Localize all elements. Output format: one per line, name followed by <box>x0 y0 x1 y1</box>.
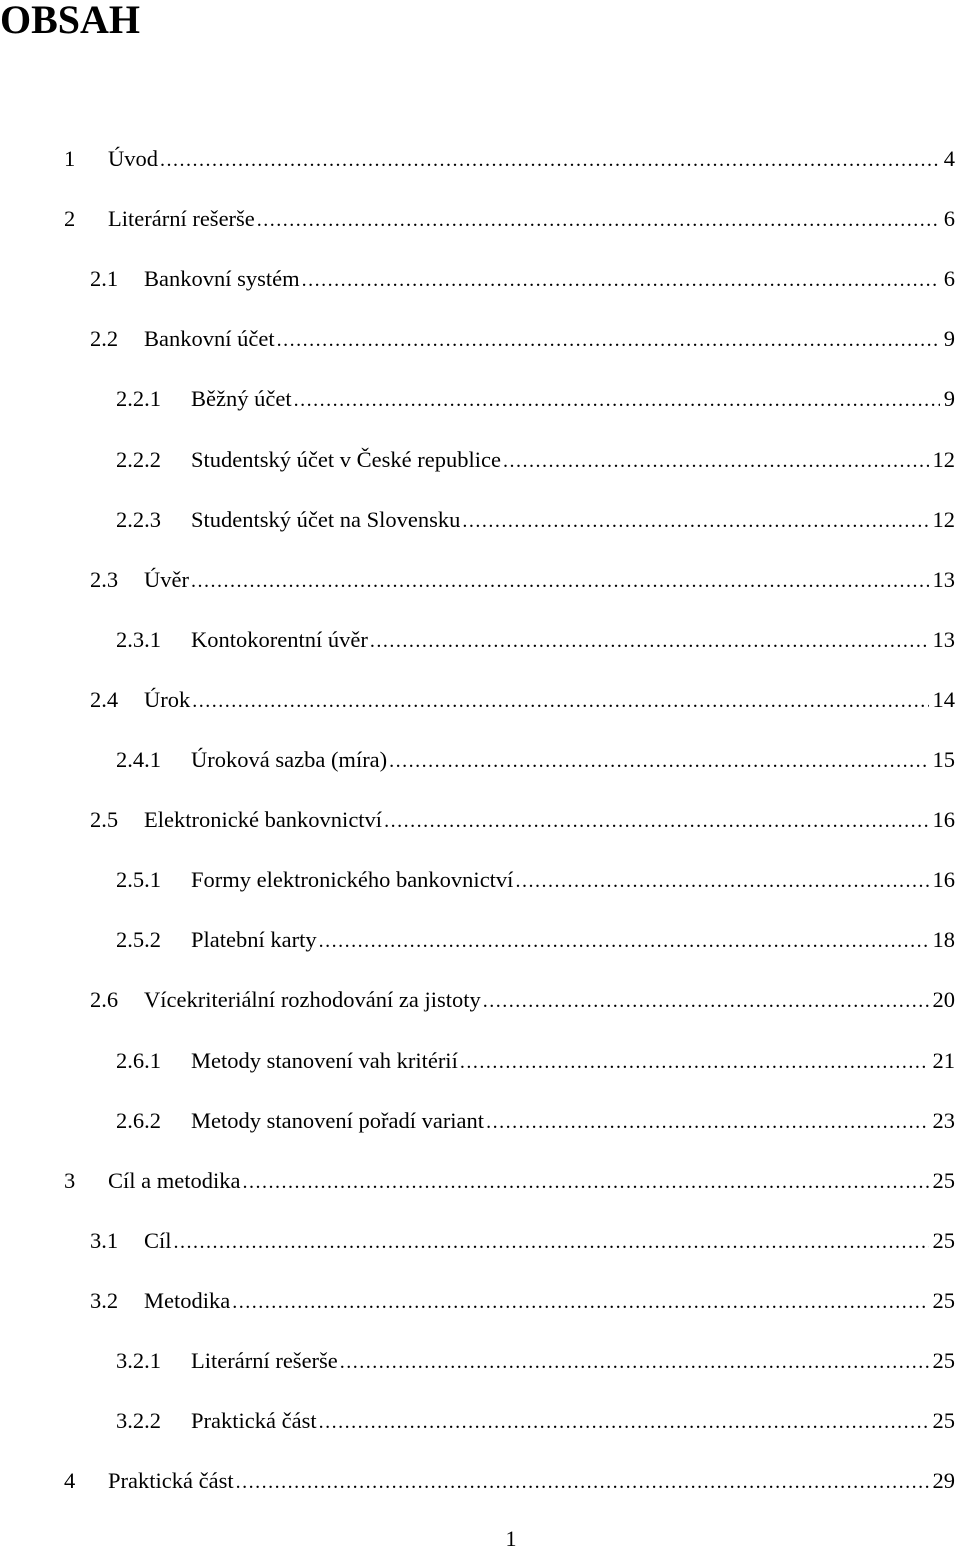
toc-dot-leader <box>192 684 928 718</box>
toc-entry-page: 18 <box>932 927 955 953</box>
toc-dot-leader <box>340 1345 929 1379</box>
toc-dot-leader <box>160 143 940 177</box>
page-title: OBSAH <box>0 0 141 42</box>
toc-entry-title: Metody stanovení vah kritérií <box>191 1047 458 1073</box>
toc-entry-page: 16 <box>932 867 955 893</box>
toc-entry[interactable] <box>116 382 955 416</box>
toc-entry-number: 1 <box>64 146 76 171</box>
toc-entry[interactable] <box>90 322 955 356</box>
toc-entry-title: Úvěr <box>144 566 189 592</box>
toc-dot-leader <box>389 744 928 778</box>
toc-entry-title: Elektronické bankovnictví <box>144 807 383 833</box>
toc-entry-number: 2.2.1 <box>116 386 161 412</box>
toc-entry-page: 12 <box>932 506 955 532</box>
toc-entry-title: Metody stanovení pořadí variant <box>191 1107 485 1133</box>
toc-entry[interactable] <box>116 923 955 957</box>
toc-dot-leader <box>483 984 929 1018</box>
toc-entry-title: Platební karty <box>191 927 317 953</box>
toc-entry[interactable] <box>90 262 955 296</box>
toc-entry[interactable] <box>90 983 955 1017</box>
toc-entry-number: 2.5.2 <box>116 927 161 953</box>
toc-entry-number: 2.4.1 <box>116 747 161 772</box>
toc-entry[interactable] <box>116 743 955 777</box>
toc-entry[interactable] <box>116 1044 955 1078</box>
toc-entry-page: 16 <box>932 807 955 833</box>
toc-dot-leader <box>515 864 928 898</box>
toc-dot-leader <box>257 203 940 237</box>
toc-entry-page: 21 <box>932 1047 955 1073</box>
toc-entry-title: Studentský účet na Slovensku <box>191 506 461 532</box>
toc-entry-page: 25 <box>932 1287 955 1313</box>
toc-entry-number: 2.6 <box>90 987 119 1013</box>
toc-entry-number: 2.2 <box>90 326 119 352</box>
toc-entry-title: Literární rešerše <box>191 1348 338 1373</box>
toc-entry-title: Studentský účet v České republice <box>191 446 501 472</box>
toc-entry-number: 3.1 <box>90 1227 119 1253</box>
toc-entry[interactable] <box>116 503 955 537</box>
toc-dot-leader <box>460 1045 929 1079</box>
toc-entry-title: Cíl <box>144 1227 172 1253</box>
toc-entry-page: 25 <box>932 1408 955 1434</box>
toc-entry-title: Praktická část <box>108 1468 234 1494</box>
toc-entry-page: 6 <box>943 206 955 232</box>
toc-entry-title: Literární rešerše <box>108 206 255 232</box>
toc-entry-page: 12 <box>932 446 955 472</box>
toc-entry-title: Bankovní účet <box>144 326 275 352</box>
toc-entry-title: Cíl a metodika <box>108 1167 241 1193</box>
toc-entry[interactable] <box>116 623 955 657</box>
toc-entry-number: 2.5.1 <box>116 867 161 893</box>
toc-entry-title: Formy elektronického bankovnictví <box>191 867 514 893</box>
toc-entry-number: 2 <box>64 206 76 232</box>
toc-dot-leader <box>232 1285 928 1319</box>
toc-entry-number: 2.3.1 <box>116 626 161 652</box>
toc-entry-page: 6 <box>943 266 955 292</box>
toc-dot-leader <box>503 444 929 478</box>
toc-entry[interactable] <box>90 1224 955 1258</box>
toc-entry-number: 2.2.3 <box>116 506 161 532</box>
toc-entry-number: 3.2.2 <box>116 1408 161 1434</box>
toc-entry-title: Metodika <box>144 1287 231 1313</box>
toc-entry-page: 29 <box>932 1468 955 1494</box>
toc-dot-leader <box>191 564 929 598</box>
toc-entry-number: 2.4 <box>90 686 119 712</box>
page-number: 1 <box>505 1526 517 1551</box>
toc-entry-title: Praktická část <box>191 1408 317 1434</box>
toc-entry[interactable] <box>64 202 955 236</box>
toc-entry[interactable] <box>116 1104 955 1138</box>
toc-entry-number: 2.3 <box>90 566 119 592</box>
toc-dot-leader <box>242 1165 928 1199</box>
toc-dot-leader <box>277 323 940 357</box>
toc-entry-page: 25 <box>932 1167 955 1193</box>
toc-entry[interactable] <box>90 1284 955 1318</box>
toc-entry[interactable] <box>90 683 955 717</box>
toc-entry-number: 2.6.1 <box>116 1047 161 1073</box>
toc-entry-number: 2.5 <box>90 807 119 833</box>
toc-dot-leader <box>370 624 929 658</box>
toc-entry[interactable] <box>64 1464 955 1498</box>
toc-entry[interactable] <box>116 863 955 897</box>
toc-entry-number: 2.1 <box>90 266 119 292</box>
toc-entry[interactable] <box>90 803 955 837</box>
toc-entry-page: 25 <box>932 1348 955 1373</box>
toc-entry[interactable] <box>116 1404 955 1438</box>
toc-entry-page: 4 <box>943 146 955 171</box>
toc-entry-page: 9 <box>943 386 955 412</box>
toc-entry[interactable] <box>64 142 955 176</box>
toc-entry-page: 15 <box>932 747 955 772</box>
toc-entry-title: Úroková sazba (míra) <box>191 747 388 772</box>
toc-entry-number: 3.2.1 <box>116 1348 161 1373</box>
toc-entry-title: Úrok <box>144 686 191 712</box>
toc-dot-leader <box>236 1465 929 1499</box>
toc-entry-title: Úvod <box>108 146 158 171</box>
toc-dot-leader <box>319 1405 929 1439</box>
toc-entry-page: 20 <box>932 987 955 1013</box>
toc-entry[interactable] <box>116 443 955 477</box>
toc-entry-number: 2.6.2 <box>116 1107 161 1133</box>
toc-entry-number: 2.2.2 <box>116 446 161 472</box>
toc-entry-number: 4 <box>64 1468 76 1494</box>
toc-dot-leader <box>294 383 940 417</box>
toc-entry-page: 9 <box>943 326 955 352</box>
toc-dot-leader <box>486 1105 928 1139</box>
toc-entry-page: 13 <box>932 566 955 592</box>
toc-dot-leader <box>174 1225 929 1259</box>
toc-entry[interactable] <box>90 563 955 597</box>
toc-entry-page: 13 <box>932 626 955 652</box>
toc-entry-title: Vícekriteriální rozhodování za jistoty <box>144 987 481 1013</box>
toc-entry-page: 25 <box>932 1227 955 1253</box>
toc-entry-title: Běžný účet <box>191 386 292 412</box>
toc-entry-number: 3 <box>64 1167 76 1193</box>
toc-entry-title: Kontokorentní úvěr <box>191 626 368 652</box>
toc-entry[interactable] <box>64 1164 955 1198</box>
toc-dot-leader <box>319 924 929 958</box>
toc-dot-leader <box>384 804 928 838</box>
toc-entry-page: 14 <box>932 686 955 712</box>
toc-entry-number: 3.2 <box>90 1287 119 1313</box>
toc-entry-title: Bankovní systém <box>144 266 300 292</box>
toc-dot-leader <box>462 504 928 538</box>
toc-dot-leader <box>302 263 940 297</box>
toc-entry[interactable] <box>116 1344 955 1378</box>
toc-entry-page: 23 <box>932 1107 955 1133</box>
